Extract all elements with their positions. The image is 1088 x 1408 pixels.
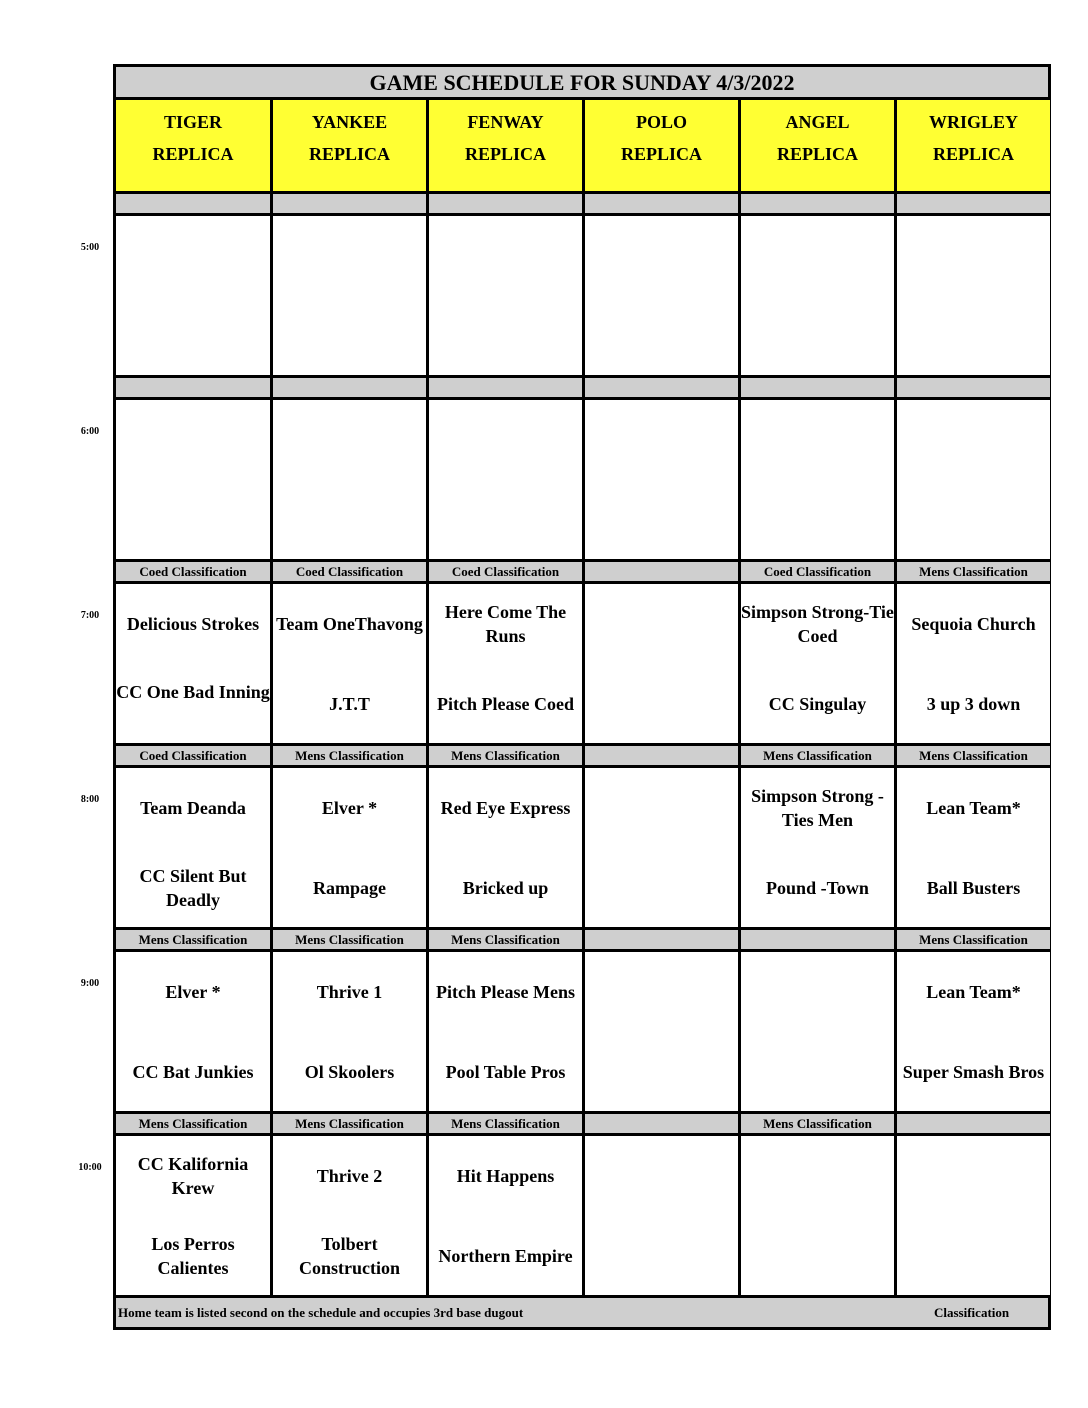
home-team: Pool Table Pros bbox=[445, 1062, 566, 1082]
time-label: 8:00 bbox=[80, 794, 100, 805]
classification-cell: Mens Classification bbox=[273, 930, 426, 949]
classification-label: Classification bbox=[934, 1305, 1010, 1320]
game-cell bbox=[741, 400, 894, 559]
time-label: 10:00 bbox=[78, 1162, 102, 1173]
classification-cell bbox=[585, 194, 738, 213]
classification-cell: Mens Classification bbox=[429, 1114, 582, 1133]
game-cell bbox=[116, 768, 270, 927]
game-cell bbox=[429, 952, 582, 1111]
field-name: WRIGLEY bbox=[928, 112, 1018, 132]
classification-cell bbox=[585, 562, 738, 581]
game-cell bbox=[741, 952, 894, 1111]
home-team: CC Singulay bbox=[768, 694, 867, 714]
classification-cell: Mens Classification bbox=[741, 1114, 894, 1133]
game-cell bbox=[585, 952, 738, 1111]
game-cell bbox=[116, 400, 270, 559]
classification-cell: Mens Classification bbox=[897, 746, 1050, 765]
classification-cell bbox=[585, 378, 738, 397]
game-cell bbox=[273, 216, 426, 375]
game-cell bbox=[897, 768, 1050, 927]
field-subtitle: REPLICA bbox=[932, 144, 1014, 164]
field-subtitle: REPLICA bbox=[308, 144, 390, 164]
home-team: 3 up 3 down bbox=[926, 694, 1021, 714]
away-team: Sequoia Church bbox=[911, 614, 1036, 634]
game-cell bbox=[429, 400, 582, 559]
home-team: CC One Bad Inning bbox=[116, 682, 270, 702]
game-cell bbox=[273, 400, 426, 559]
classification-cell: Coed Classification bbox=[429, 562, 582, 581]
schedule-title: GAME SCHEDULE FOR SUNDAY 4/3/2022 bbox=[116, 67, 1048, 97]
field-subtitle: REPLICA bbox=[152, 144, 234, 164]
classification-cell: Mens Classification bbox=[741, 746, 894, 765]
game-cell bbox=[585, 400, 738, 559]
field-name: POLO bbox=[635, 112, 687, 132]
field-name: ANGEL bbox=[785, 112, 850, 132]
game-cell bbox=[116, 1136, 270, 1295]
away-team: Thrive 1 bbox=[316, 982, 383, 1002]
away-team: Pitch Please Mens bbox=[436, 982, 575, 1002]
game-cell bbox=[429, 584, 582, 743]
home-team: Los Perros Calientes bbox=[151, 1234, 235, 1278]
game-cell bbox=[429, 768, 582, 927]
home-team: Northern Empire bbox=[438, 1246, 573, 1266]
game-cell bbox=[273, 952, 426, 1111]
classification-cell: Mens Classification bbox=[897, 562, 1050, 581]
field-header-angel bbox=[741, 100, 894, 191]
game-cell bbox=[429, 216, 582, 375]
game-cell bbox=[897, 952, 1050, 1111]
classification-cell: Mens Classification bbox=[116, 1114, 270, 1133]
away-team: Elver * bbox=[165, 982, 221, 1002]
field-subtitle: REPLICA bbox=[776, 144, 858, 164]
away-team: Lean Team* bbox=[926, 798, 1021, 818]
classification-cell bbox=[741, 378, 894, 397]
game-cell bbox=[116, 216, 270, 375]
home-team: CC Bat Junkies bbox=[132, 1062, 254, 1082]
time-label: 7:00 bbox=[80, 610, 100, 621]
field-subtitle: REPLICA bbox=[464, 144, 546, 164]
field-header-yankee bbox=[273, 100, 426, 191]
game-cell bbox=[585, 216, 738, 375]
home-team: CC Silent But Deadly bbox=[139, 866, 247, 910]
classification-cell bbox=[585, 930, 738, 949]
field-header-tiger bbox=[116, 100, 270, 191]
classification-cell bbox=[897, 194, 1050, 213]
game-cell bbox=[741, 584, 894, 743]
home-team: Pitch Please Coed bbox=[437, 694, 574, 714]
time-label: 6:00 bbox=[80, 426, 100, 437]
field-name: FENWAY bbox=[467, 112, 544, 132]
classification-cell bbox=[429, 378, 582, 397]
classification-cell bbox=[116, 194, 270, 213]
away-team: Red Eye Express bbox=[440, 798, 571, 818]
field-header-polo bbox=[585, 100, 738, 191]
game-cell bbox=[273, 768, 426, 927]
game-cell bbox=[585, 584, 738, 743]
classification-cell: Coed Classification bbox=[116, 562, 270, 581]
time-label: 5:00 bbox=[80, 242, 100, 253]
home-team-note: Home team is listed second on the schedule and occupies 3rd base dugout bbox=[118, 1305, 524, 1320]
time-label: 9:00 bbox=[80, 978, 100, 989]
home-team: Ol Skoolers bbox=[304, 1062, 395, 1082]
classification-cell: Mens Classification bbox=[429, 746, 582, 765]
game-cell bbox=[585, 768, 738, 927]
classification-cell: Coed Classification bbox=[741, 562, 894, 581]
away-team: Team Deanda bbox=[140, 798, 246, 818]
game-cell bbox=[116, 584, 270, 743]
away-team: Simpson Strong-Tie Coed bbox=[741, 602, 894, 646]
away-team: Here Come The Runs bbox=[444, 602, 567, 646]
away-team: CC Kalifornia Krew bbox=[137, 1154, 249, 1198]
home-team: Ball Busters bbox=[926, 878, 1021, 898]
game-cell bbox=[741, 1136, 894, 1295]
away-team: Simpson Strong - Ties Men bbox=[751, 786, 884, 830]
home-team: Bricked up bbox=[462, 878, 549, 898]
classification-cell: Mens Classification bbox=[116, 930, 270, 949]
game-cell bbox=[429, 1136, 582, 1295]
classification-cell bbox=[273, 378, 426, 397]
classification-cell bbox=[741, 194, 894, 213]
classification-cell: Coed Classification bbox=[273, 562, 426, 581]
field-name: YANKEE bbox=[311, 112, 388, 132]
game-cell bbox=[741, 768, 894, 927]
classification-cell bbox=[429, 194, 582, 213]
classification-cell: Mens Classification bbox=[897, 930, 1050, 949]
away-team: Delicious Strokes bbox=[126, 614, 260, 634]
classification-cell bbox=[897, 1114, 1050, 1133]
away-team: Elver * bbox=[321, 798, 378, 818]
schedule-table bbox=[113, 64, 1051, 1330]
home-team: Rampage bbox=[313, 878, 386, 898]
classification-cell: Mens Classification bbox=[273, 1114, 426, 1133]
game-cell bbox=[897, 1136, 1050, 1295]
away-team: Lean Team* bbox=[926, 982, 1021, 1002]
classification-cell: Mens Classification bbox=[273, 746, 426, 765]
home-team: Tolbert Construction bbox=[298, 1234, 400, 1278]
away-team: Thrive 2 bbox=[316, 1166, 383, 1186]
classification-cell bbox=[897, 378, 1050, 397]
classification-cell bbox=[273, 194, 426, 213]
classification-cell bbox=[585, 1114, 738, 1133]
classification-cell bbox=[741, 930, 894, 949]
game-cell bbox=[897, 400, 1050, 559]
game-cell bbox=[273, 584, 426, 743]
game-cell bbox=[585, 1136, 738, 1295]
field-header-fenway bbox=[429, 100, 582, 191]
field-name: TIGER bbox=[163, 112, 223, 132]
field-subtitle: REPLICA bbox=[620, 144, 702, 164]
classification-cell bbox=[585, 746, 738, 765]
game-cell bbox=[897, 216, 1050, 375]
home-team: J.T.T bbox=[329, 694, 370, 714]
game-cell bbox=[273, 1136, 426, 1295]
game-cell bbox=[897, 584, 1050, 743]
game-cell bbox=[741, 216, 894, 375]
away-team: Team OneThavong bbox=[276, 614, 423, 634]
classification-cell: Coed Classification bbox=[116, 746, 270, 765]
footer-row bbox=[116, 1298, 1048, 1327]
classification-cell: Mens Classification bbox=[429, 930, 582, 949]
field-header-wrigley bbox=[897, 100, 1050, 191]
away-team: Hit Happens bbox=[456, 1166, 555, 1186]
home-team: Super Smash Bros bbox=[902, 1062, 1045, 1082]
classification-cell bbox=[116, 378, 270, 397]
home-team: Pound -Town bbox=[766, 878, 869, 898]
game-cell bbox=[116, 952, 270, 1111]
